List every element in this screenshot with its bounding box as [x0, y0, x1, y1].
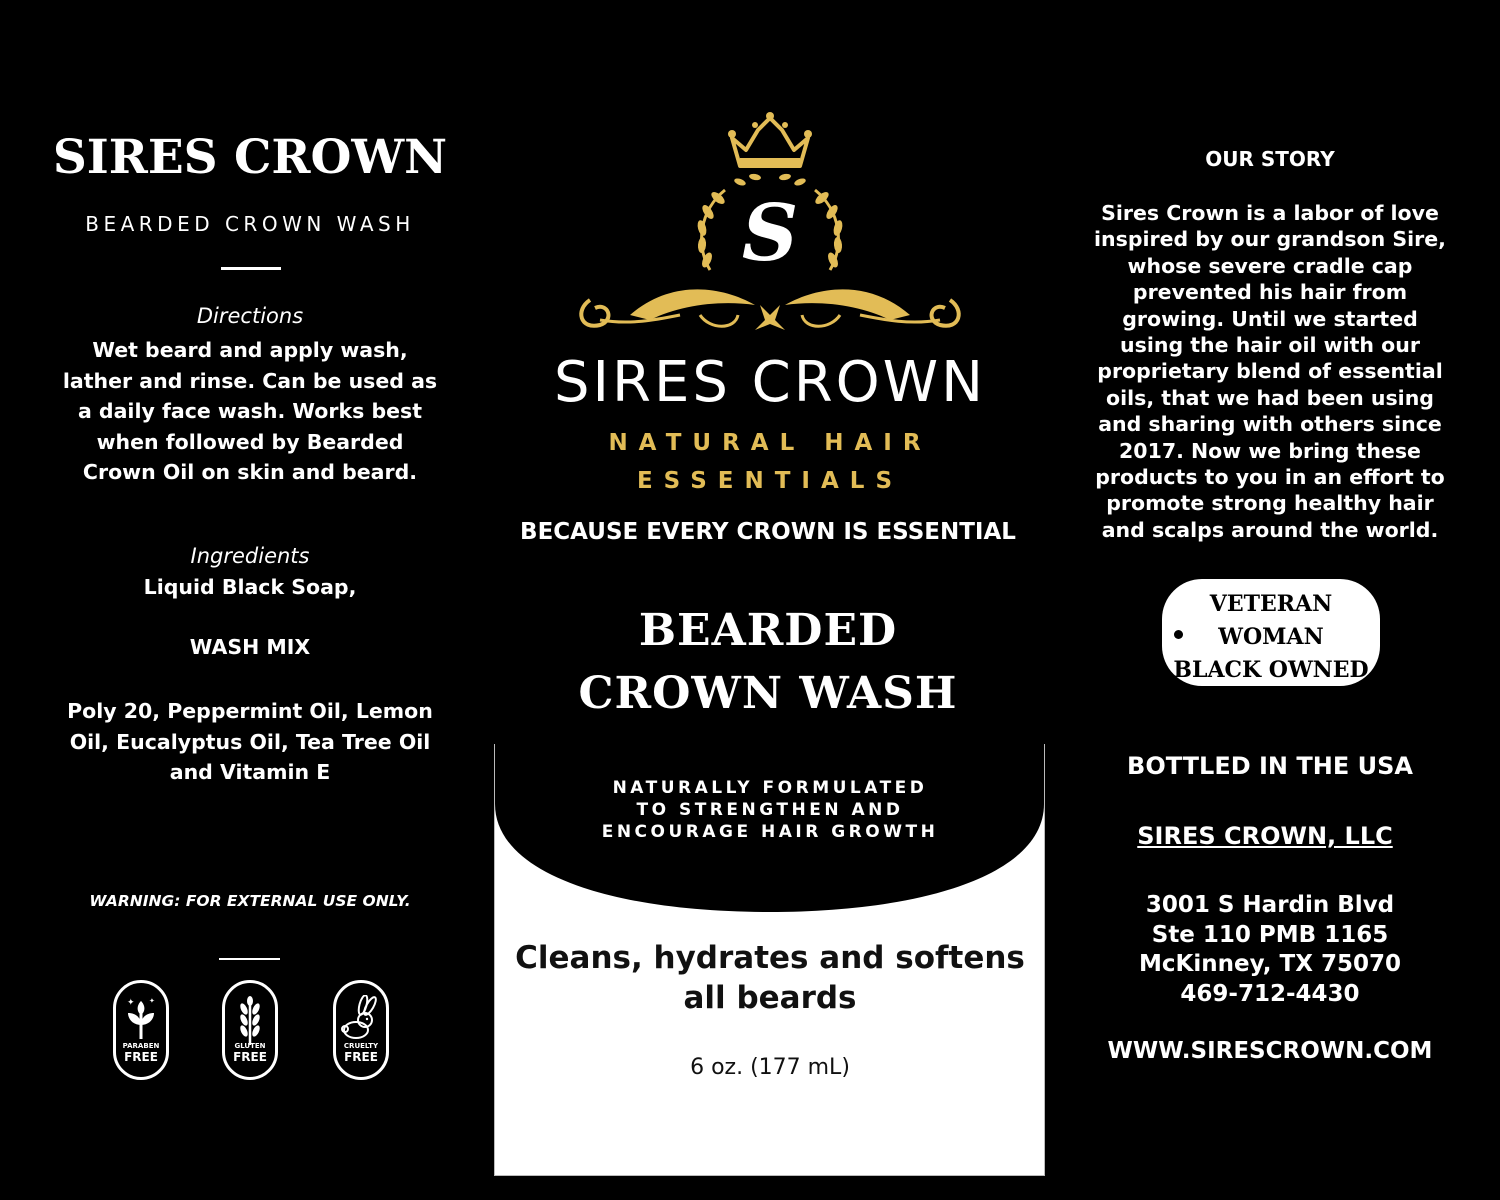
our-story-text: Sires Crown is a labor of love inspired by our grandson Sire, whose severe cradle cap prevented his hair from growing. Until we started using the hair oil with our proprietary blend of essential oils, that we had been using and sharing with others since 2017. Now we bring these products to you in an effort to promote strong healthy hair and scalps around the world.: [1094, 201, 1446, 542]
ownership-badge: [1162, 579, 1380, 686]
paraben-free-badge: [113, 980, 169, 1080]
address-line: 3001 S Hardin Blvd: [1145, 892, 1395, 918]
owned-veteran: VETERAN: [1209, 591, 1333, 617]
gluten-free-badge: [222, 980, 278, 1080]
tagline: BECAUSE EVERY CROWN IS ESSENTIAL: [520, 519, 1016, 545]
product-name-line1: BEARDED: [638, 605, 898, 656]
monogram-letter: S: [741, 188, 799, 279]
bottled-text: BOTTLED IN THE USA: [1127, 752, 1413, 780]
washmix-heading: WASH MIX: [189, 635, 311, 659]
badge-big-label: FREE: [344, 1050, 378, 1064]
badge-small-label: CRUELTY: [343, 1042, 379, 1050]
benefit-text: Cleans, hydrates and softens all beards: [515, 940, 1025, 1016]
washmix-text: Poly 20, Peppermint Oil, Lemon Oil, Eucalyptus Oil, Tea Tree Oil and Vitamin E: [67, 699, 433, 784]
ingredients-heading: Ingredients: [190, 544, 310, 568]
wheat-icon: [235, 995, 265, 1047]
natural-hair-subtitle: NATURAL HAIR: [608, 430, 932, 456]
crown-logo: [560, 110, 980, 340]
divider: [219, 958, 280, 960]
badge-small-label: PARABEN: [122, 1042, 160, 1050]
warning-text: WARNING: FOR EXTERNAL USE ONLY.: [89, 892, 411, 910]
website-link[interactable]: WWW.SIRESCROWN.COM: [1107, 1038, 1433, 1064]
owned-black: BLACK OWNED: [1173, 657, 1369, 683]
badge-small-label: GLUTEN: [234, 1042, 266, 1050]
center-brand-title: SIRES CROWN: [553, 350, 987, 415]
leaf-sprout-icon: [123, 995, 159, 1041]
svg-text:✦: ✦: [149, 997, 155, 1005]
left-brand-title: SIRES CROWN: [52, 130, 448, 185]
formula-line: NATURALLY FORMULATED: [612, 778, 928, 798]
volume-text: 6 oz. (177 mL): [690, 1055, 850, 1080]
address-line: Ste 110 PMB 1165: [1151, 921, 1389, 948]
directions-heading: Directions: [196, 304, 304, 328]
product-name-line2: CROWN WASH: [578, 668, 958, 719]
owned-woman: WOMAN: [1218, 624, 1324, 650]
ingredients-text: Liquid Black Soap,: [143, 575, 357, 599]
address-line: McKinney, TX 75070: [1139, 951, 1401, 977]
essentials-subtitle: ESSENTIALS: [636, 468, 904, 494]
left-product-subtitle: BEARDED CROWN WASH: [85, 212, 415, 236]
our-story-heading: OUR STORY: [1205, 147, 1335, 171]
address-block: [1060, 891, 1480, 1009]
svg-text:✦: ✦: [127, 998, 135, 1008]
cruelty-free-badge: [333, 980, 389, 1080]
directions-text: Wet beard and apply wash, lather and rinse. Can be used as a daily face wash. Works best when followed by Bearded Crown Oil on skin and beard.: [62, 338, 438, 484]
formula-line: TO STRENGTHEN AND: [636, 800, 904, 820]
divider: [221, 267, 281, 270]
ornamental-scroll-icon: [581, 289, 958, 330]
formula-text: [520, 777, 1020, 843]
phone-number: 469-712-4430: [1180, 980, 1360, 1007]
rabbit-icon: [341, 995, 381, 1043]
company-name: SIRES CROWN, LLC: [1137, 822, 1393, 850]
badge-big-label: FREE: [233, 1050, 267, 1064]
formula-line: ENCOURAGE HAIR GROWTH: [601, 822, 939, 842]
badge-big-label: FREE: [124, 1050, 158, 1064]
crown-icon: [728, 112, 812, 166]
